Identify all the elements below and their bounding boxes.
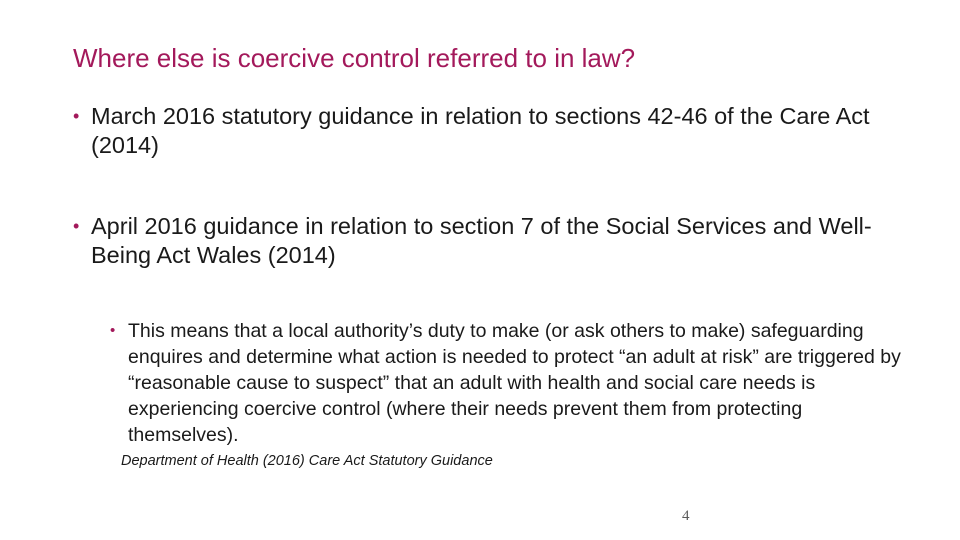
bullet-text: April 2016 guidance in relation to section 7 of the Social Services and Well-Being Act Wales (2014) [91,213,872,268]
bullet-item-wales-act [73,212,893,270]
sub-bullet-text: This means that a local authority’s duty to make (or ask others to make) safeguarding enquires and determine what action is needed to protect “an adult at risk” are triggered by “reasonable cause to suspect” that an adult with health and social care needs is experiencing coercive control (where their needs prevent them from protecting themselves). [128,320,901,446]
bullet-marker: • [73,106,80,126]
sub-bullet-marker: • [110,322,116,339]
bullet-marker: • [73,216,80,236]
bullet-text: March 2016 statutory guidance in relation to sections 42-46 of the Care Act (2014) [91,103,870,158]
slide-title: Where else is coercive control referred to in law? [73,43,636,73]
citation: Department of Health (2016) Care Act Statutory Guidance [121,453,493,469]
page-number: 4 [682,508,690,524]
sub-bullet-item [110,318,910,448]
bullet-item-care-act [73,102,893,160]
